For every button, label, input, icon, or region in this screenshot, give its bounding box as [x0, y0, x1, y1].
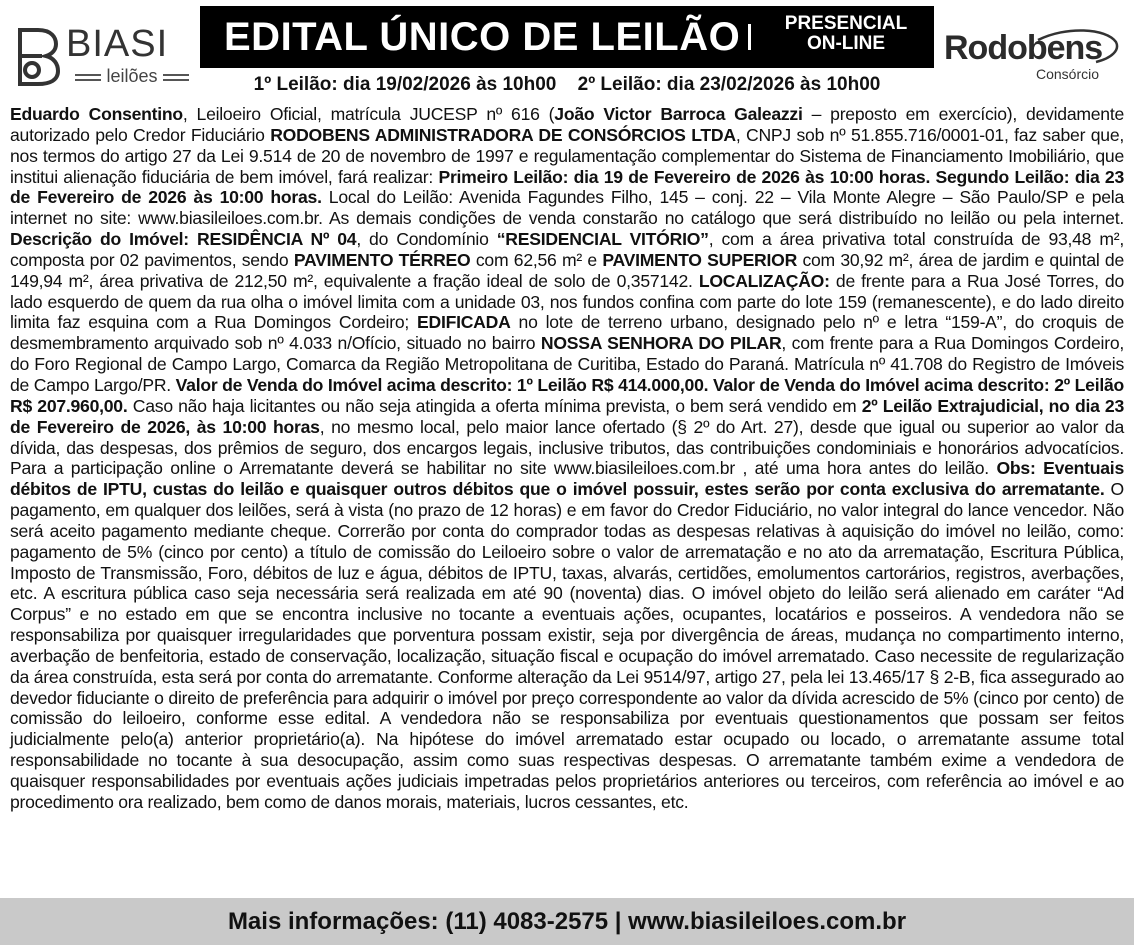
divider-right — [163, 74, 189, 81]
contact-info[interactable]: Mais informações: (11) 4083-2575 | www.biasileiloes.com.br — [227, 908, 907, 935]
body-bold-segment: 2º Leilão Extrajudicial, no dia 23 de Fevereiro de 2026, às 10:00 horas — [10, 395, 1124, 437]
body-segment: com 62,56 m² e — [470, 249, 603, 270]
divider-left — [75, 74, 101, 81]
biasi-logo-name: BIASI — [66, 23, 169, 65]
body-bold-segment: Descrição do Imóvel: RESIDÊNCIA Nº 04 — [10, 229, 357, 250]
body-bold-segment: João Victor Barroca Galeazzi — [554, 104, 803, 124]
body-bold-segment: LOCALIZAÇÃO: — [698, 270, 830, 291]
body-bold-segment: Valor de Venda do Imóvel acima descrito: 1º Leilão R$ 414.000,00. Valor de Venda do Imóvel acima descrito: 2º Leilão R$ 207.960,00. — [10, 374, 1124, 416]
rodobens-logo-sub: Consórcio — [1036, 66, 1100, 82]
body-bold-segment: NOSSA SENHORA DO PILAR — [540, 333, 782, 354]
body-segment: com 30,92 m², área de jardim e quintal de 149,94 m², área privativa de 212,50 m², equivalente a fração ideal de solo de 0,357142. — [10, 249, 1124, 291]
auction-dates — [200, 72, 934, 98]
body-bold-segment: Eduardo Consentino — [10, 104, 183, 124]
page-title: EDITAL ÚNICO DE LEILÃO — [224, 15, 741, 59]
first-auction-date: 1º Leilão: dia 19/02/2026 às 10h00 — [253, 74, 557, 95]
body-segment: , do Condomínio — [356, 229, 497, 250]
title-separator — [748, 24, 751, 50]
footer — [0, 898, 1134, 945]
biasi-logo-subtitle: leilões — [106, 66, 158, 86]
rodobens-logo — [944, 28, 1124, 84]
biasi-logo-sub — [66, 66, 198, 86]
auction-mode — [768, 14, 924, 54]
body-segment: , com frente para a Rua Domingos Cordeiro, do Foro Regional de Campo Largo, Comarca da Região Metropolitana de Curitiba, Estado do Paraná. Matrícula nº 41.708 do Registro de Imóveis de Campo Largo/PR. — [10, 333, 1124, 395]
mode-line-2: ON-LINE — [806, 33, 886, 54]
body-segment: no lote de terreno urbano, designado pelo nº e letra “159-A”, do croquis de desmembramento arquivado sob nº 4.033 n/Ofício, situado no bairro — [10, 312, 1125, 354]
second-auction-date: 2º Leilão: dia 23/02/2026 às 10h00 — [577, 74, 881, 95]
edital-body — [10, 104, 1124, 894]
body-segment: de frente para a Rua José Torres, do lado esquerdo de quem da rua olha o imóvel limita com a unidade 03, nos fundos confina com parte do lote 159 (remanescente), e do lado direito limita faz esquina com a Rua Domingos Cordeiro; — [10, 270, 1124, 333]
mode-line-1: PRESENCIAL — [784, 13, 908, 34]
body-bold-segment: Primeiro Leilão: dia 19 de Fevereiro de 2026 às 10:00 horas. Segundo Leilão: dia 23 de Fevereiro de 2026 às 10:00 horas. — [10, 166, 1124, 208]
body-segment: , no mesmo local, pelo maior lance ofertado (§ 2º do Art. 27), desde que igual ou superior ao valor da dívida, das despesas, dos prêmios de seguro, dos encargos legais, inclusive tributos, das contribuições condominiais e honorários advocatícios. Para a participação online o Arrematante deverá se habilitar no site www.biasileiloes.com.br , até uma hora antes do leilão. — [10, 416, 1124, 479]
body-segment: , com a área privativa total construída de 93,48 m², composta por 02 pavimentos, sendo — [10, 229, 1124, 270]
body-bold-segment: “RESIDENCIAL VITÓRIO” — [496, 229, 709, 250]
body-bold-segment: EDIFICADA — [417, 312, 511, 333]
body-segment: Caso não haja licitantes ou não seja atingida a oferta mínima prevista, o bem será vendido em — [127, 395, 862, 416]
body-segment: O pagamento, em qualquer dos leilões, será à vista (no prazo de 12 horas) e em favor do Credor Fiduciário, no valor integral do lance vencedor. Não será aceito pagamento mediante cheque. Correrão por conta do comprador todas as despesas relativas à aquisição do imóvel no leilão, como: pagamento de 5% (cinco por cento) a título de comissão do Leiloeiro sobre o valor de arrematação e no ato da arrematação, Escritura Pública, Imposto de Transmissão, Foro, débitos de luz e água, débitos de IPTU, taxas, alvarás, certidões, emolumentos cartorários, registros, averbações, etc. A escritura pública caso seja necessária será realizada em até 90 (noventa) dias. O imóvel objeto do leilão será alienado em caráter “Ad Corpus” e no estado em que se encontra inclusive no tocante a eventuais ações, ocupantes, locatários e posseiros. A vendedora não se responsabiliza por quaisquer irregularidades que porventura possam existir, seja por divergência de áreas, mudança no compartimento interno, averbação de benfeitoria, estado de conservação, localização, situação fiscal e ocupação do imóvel arrematado. Caso necessite de regularização da área construída, esta será por conta do arrematante. Conforme alteração da Lei 9514/97, artigo 27, pela lei 13.465/17 § 2-B, fica assegurado ao devedor fiduciante o direito de preferência para adquirir o imóvel por preço correspondente ao valor da dívida acrescido de 5% (cinco por cento) de comissão do leiloeiro, conforme esse edital. A vendedora não se responsabiliza por eventuais questionamentos que possam ser feitos judicialmente pelo(a) anterior proprietário(a). Na hipótese do imóvel arrematado estar ocupado ou locado, o arrematante assume total responsabilidade no tocante à sua desocupação, assim como suas respectivas despesas. O arrematante também exime a vendedora de quaisquer responsabilidades por eventuais ações judiciais impetradas pelos proprietários anteriores ou terceiros, com referência ao imóvel e ao procedimento ora realizado, bem como de danos morais, materiais, lucros cessantes, etc. — [10, 479, 1124, 812]
rodobens-logo-name: Rodobens — [944, 29, 1103, 67]
body-segment: – preposto em exercício), devidamente autorizado pelo Credor Fiduciário — [10, 104, 1124, 145]
biasi-logo — [16, 22, 186, 88]
body-segment: , Leiloeiro Oficial, matrícula JUCESP nº 616 ( — [182, 104, 555, 124]
body-segment: , CNPJ sob nº 51.855.716/0001-01, faz saber que, nos termos do artigo 27 da Lei 9.514 de 20 de novembro de 1997 e regulamentação complementar do Sistema de Financiamento Imobiliário, que institui alienação fiduciária de bem imóvel, fará realizar: — [10, 124, 1124, 187]
title-bar — [200, 6, 934, 68]
biasi-b-icon — [16, 26, 62, 86]
body-bold-segment: Obs: Eventuais débitos de IPTU, custas do leilão e quaisquer outros débitos que o imóvel possuir, estes serão por conta exclusiva do arrematante. — [10, 458, 1124, 500]
body-bold-segment: PAVIMENTO TÉRREO — [293, 249, 471, 270]
body-bold-segment: RODOBENS ADMINISTRADORA DE CONSÓRCIOS LTDA — [270, 124, 736, 145]
header — [0, 0, 1134, 100]
body-bold-segment: PAVIMENTO SUPERIOR — [602, 249, 798, 270]
body-segment: Local do Leilão: Avenida Fagundes Filho, 145 – conj. 22 – Vila Monte Alegre – São Paulo/SP e pela internet no site: www.biasileiloes.com.br. As demais condições de venda constarão no catálogo que será distribuído no leilão ou pela internet. — [10, 187, 1124, 229]
